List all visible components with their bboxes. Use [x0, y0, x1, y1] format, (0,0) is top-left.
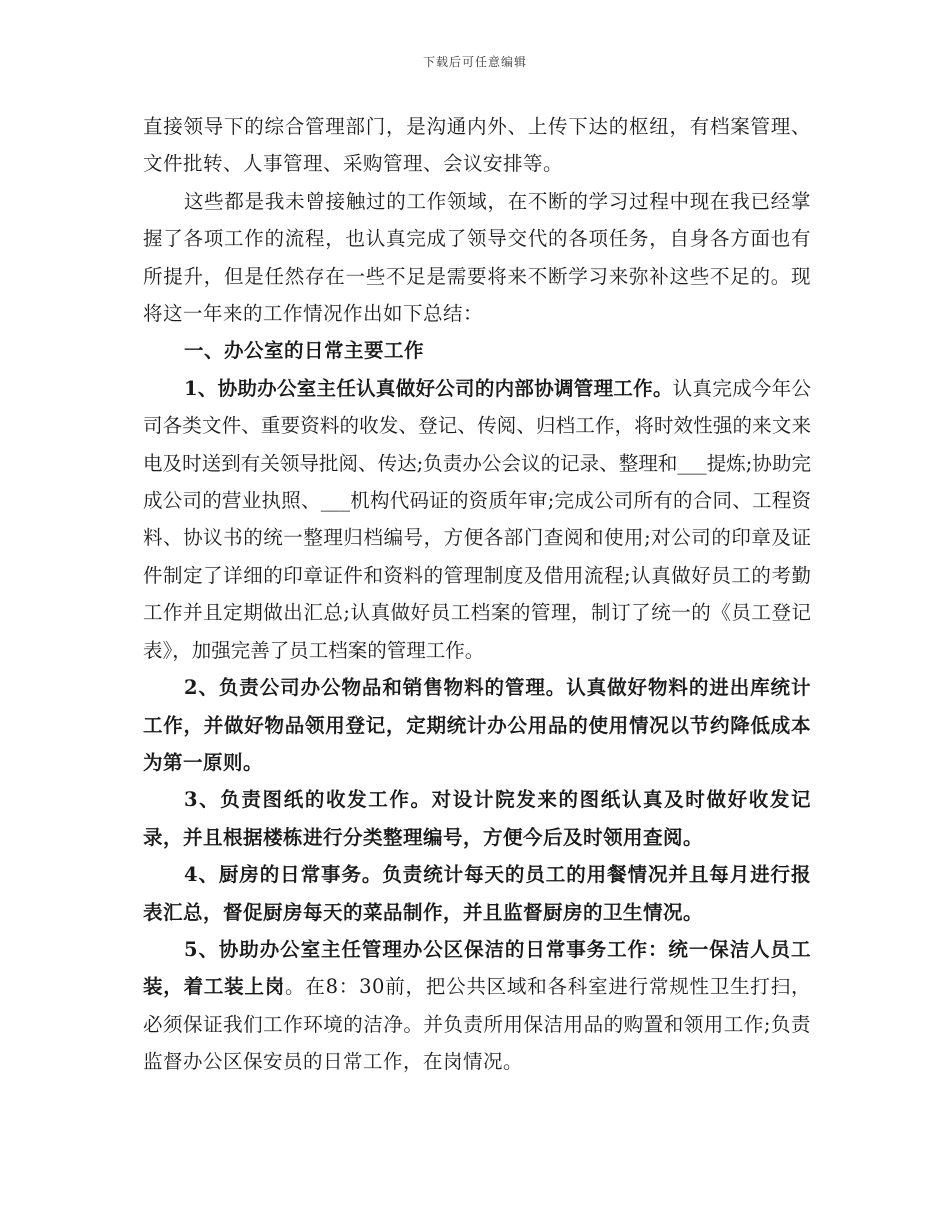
paragraph-item-5	[143, 931, 811, 1081]
paragraph-intro	[143, 108, 811, 183]
section-heading	[143, 332, 811, 369]
text-run-bold: 1、协助办公室主任认真做好公司的内部协调管理工作。	[183, 376, 673, 400]
page-header: 下载后可任意编辑	[422, 55, 527, 69]
paragraph-item-2	[143, 669, 811, 781]
text-run-bold: 4、厨房的日常事务。负责统计每天的员工的用餐情况并且每月进行报表汇总，督促厨房每天的菜品制作，并且监督厨房的卫生情况。	[143, 863, 811, 924]
text-run: 一、办公室的日常主要工作	[183, 339, 424, 363]
text-run: 直接领导下的综合管理部门，是沟通内外、上传下达的枢纽，有档案管理、文件批转、人事管理、采购管理、会议安排等。	[143, 115, 811, 176]
paragraph-item-1	[143, 370, 811, 669]
text-run-bold: 3、负责图纸的收发工作。对设计院发来的图纸认真及时做好收发记录，并且根据楼栋进行分类整理编号，方便今后及时领用查阅。	[143, 788, 811, 849]
paragraph-item-3	[143, 781, 811, 856]
text-run: 认真完成今年公司各类文件、重要资料的收发、登记、传阅、归档工作，将时效性强的来文来电及时送到有关领导批阅、传达;负责办公会议的记录、整理和___提炼;协助完成公司的营业执照、___机构代码证的资质年审;完成公司所有的合同、工程资料、协议书的统一整理归档编号，方便各部门查阅和使用;对公司的印章及证件制定了详细的印章证件和资料的管理制度及借用流程;认真做好员工的考勤工作并且定期做出汇总;认真做好员工档案的管理，制订了统一的《员工登记表》，加强完善了员工档案的管理工作。	[143, 376, 811, 662]
paragraph-item-4	[143, 856, 811, 931]
text-run-bold: 2、负责公司办公物品和销售物料的管理。认真做好物料的进出库统计工作，并做好物品领用登记，定期统计办公用品的使用情况以节约降低成本为第一原则。	[143, 676, 811, 774]
text-run: 这些都是我未曾接触过的工作领域，在不断的学习过程中现在我已经掌握了各项工作的流程，也认真完成了领导交代的各项任务，自身各方面也有所提升，但是任然存在一些不足是需要将来不断学习来弥补这些不足的。现将这一年来的工作情况作出如下总结：	[143, 189, 811, 326]
text-run: 。在8：30前，把公共区域和各科室进行常规性卫生打扫，必须保证我们工作环境的洁净。并负责所用保洁用品的购置和领用工作;负责监督办公区保安员的日常工作，在岗情况。	[143, 975, 811, 1074]
text-run-bold: 5、协助办公室主任管理办公区保洁的日常事务工作：统一保洁人员工装，着工装上岗	[143, 937, 811, 999]
document-body	[143, 108, 811, 1081]
paragraph-overview	[143, 183, 811, 333]
